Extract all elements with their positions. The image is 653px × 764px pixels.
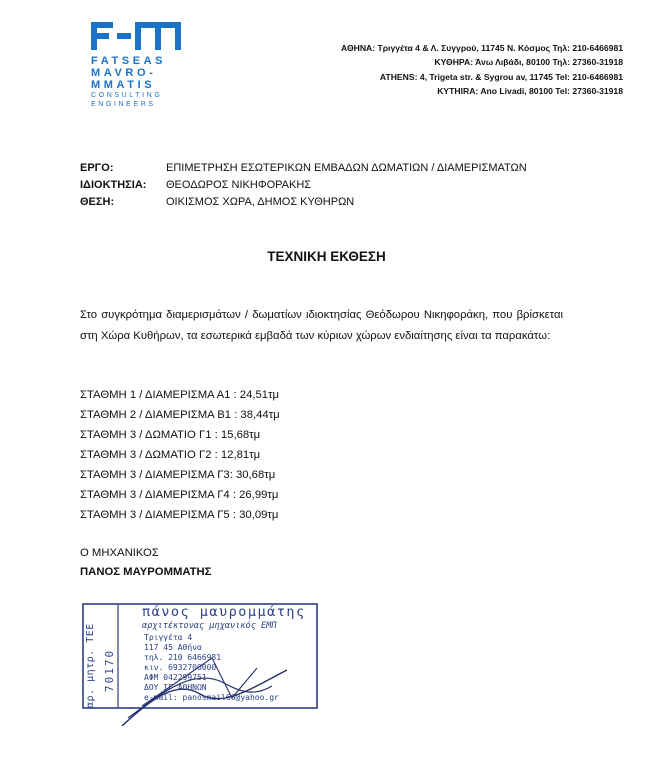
logo-text-line-2: MAVRO- <box>91 67 157 79</box>
info-key: ΘΕΣΗ: <box>80 196 115 208</box>
address-line: ΑΘΗΝΑ: Τριγγέτα 4 & Λ. Συγγρού, 11745 Ν. Κόσμος Τηλ: 210-6466981 <box>340 43 623 53</box>
project-info <box>80 160 527 211</box>
logo-text-line-5: ENGINEERS <box>91 101 156 108</box>
stamp-registry-label: αρ. μητρ. ΤΕΕ <box>85 623 96 708</box>
info-value: ΕΠΙΜΕΤΡΗΣΗ ΕΣΩΤΕΡΙΚΩΝ ΕΜΒΑΔΩΝ ΔΩΜΑΤΙΩΝ / ΔΙΑΜΕΡΙΣΜΑΤΩΝ <box>166 162 527 174</box>
area-item: ΣΤΑΘΜΗ 3 / ΔΩΜΑΤΙΟ Γ2 : 12,81τμ <box>80 449 261 461</box>
document-title: ΤΕΧΝΙΚΗ ΕΚΘΕΣΗ <box>267 249 386 264</box>
stamp-line: τηλ. 210 6466981 <box>144 653 222 662</box>
area-list <box>80 385 280 525</box>
area-item: ΣΤΑΘΜΗ 3 / ΔΙΑΜΕΡΙΣΜΑ Γ5 : 30,09τμ <box>80 509 279 521</box>
engineer-role: Ο ΜΗΧΑΝΙΚΟΣ <box>80 547 159 559</box>
area-item: ΣΤΑΘΜΗ 3 / ΔΙΑΜΕΡΙΣΜΑ Γ4 : 26,99τμ <box>80 489 279 501</box>
logo-text-line-1: FATSEAS <box>91 55 167 67</box>
info-row-owner <box>80 177 527 194</box>
stamp-line: ΑΦΜ 042299751 <box>144 673 207 682</box>
area-item: ΣΤΑΘΜΗ 2 / ΔΙΑΜΕΡΙΣΜΑ Β1 : 38,44τμ <box>80 409 280 421</box>
address-block <box>341 41 623 98</box>
address-line: ΚΥΘΗΡΑ: Άνω Λιβάδι, 80100 Τηλ: 27360-31918 <box>434 57 623 68</box>
engineer-block <box>80 544 211 582</box>
info-key: ΕΡΓΟ: <box>80 162 114 174</box>
info-row-location <box>80 194 527 211</box>
info-row-project <box>80 160 527 177</box>
stamp-line: 117 45 Αθήνα <box>144 643 202 652</box>
info-value: ΟΙΚΙΣΜΟΣ ΧΩΡΑ, ΔΗΜΟΣ ΚΥΘΗΡΩΝ <box>166 196 355 208</box>
intro-paragraph: Στο συγκρότημα διαμερισμάτων / δωματίων ιδιοκτησίας Θεόδωρου Νικηφοράκη, που βρίσκεται στη Χώρα Κυθήρων, τα εσωτερικά εμβαδά των κύριων χώρων ενδιαίτησης είναι τα παρακάτω: <box>80 309 563 342</box>
engineer-name: ΠΑΝΟΣ ΜΑΥΡΟΜΜΑΤΗΣ <box>80 566 212 578</box>
info-key: ΙΔΙΟΚΤΗΣΙΑ: <box>80 179 147 191</box>
stamp-line: ΔΟΥ ΙΓ ΑΘΗΝΩΝ <box>144 683 207 692</box>
area-item: ΣΤΑΘΜΗ 1 / ΔΙΑΜΕΡΙΣΜΑ Α1 : 24,51τμ <box>80 389 280 401</box>
company-logo <box>91 22 183 109</box>
address-line: ATHENS: 4, Trigeta str. & Sygrou av, 11745 Tel: 210-6466981 <box>379 71 623 82</box>
engineer-stamp <box>82 598 332 726</box>
stamp-registry-number: 70170 <box>103 648 116 692</box>
logo-text-line-3: MMATIS <box>91 79 156 91</box>
fm-logo-mark <box>91 22 181 50</box>
area-item: ΣΤΑΘΜΗ 3 / ΔΙΑΜΕΡΙΣΜΑ Γ3: 30,68τμ <box>80 469 276 481</box>
stamp-line: κιν. 6932700000 <box>144 663 217 672</box>
stamp-line: e-mail: panosmail66@yahoo.gr <box>144 693 279 702</box>
stamp-name: πάνος μαυρομμάτης <box>142 604 306 620</box>
area-item: ΣΤΑΘΜΗ 3 / ΔΩΜΑΤΙΟ Γ1 : 15,68τμ <box>80 429 261 441</box>
stamp-line: Τριγγέτα 4 <box>144 633 193 642</box>
stamp-role: αρχιτέκτονας μηχανικός ΕΜΠ <box>142 621 277 631</box>
info-value: ΘΕΟΔΩΡΟΣ ΝΙΚΗΦΟΡΑΚΗΣ <box>166 179 312 191</box>
logo-text-line-4: CONSULTING <box>91 92 163 99</box>
address-line: KYTHIRA: Ano Livadi, 80100 Tel: 27360-31918 <box>437 85 623 96</box>
